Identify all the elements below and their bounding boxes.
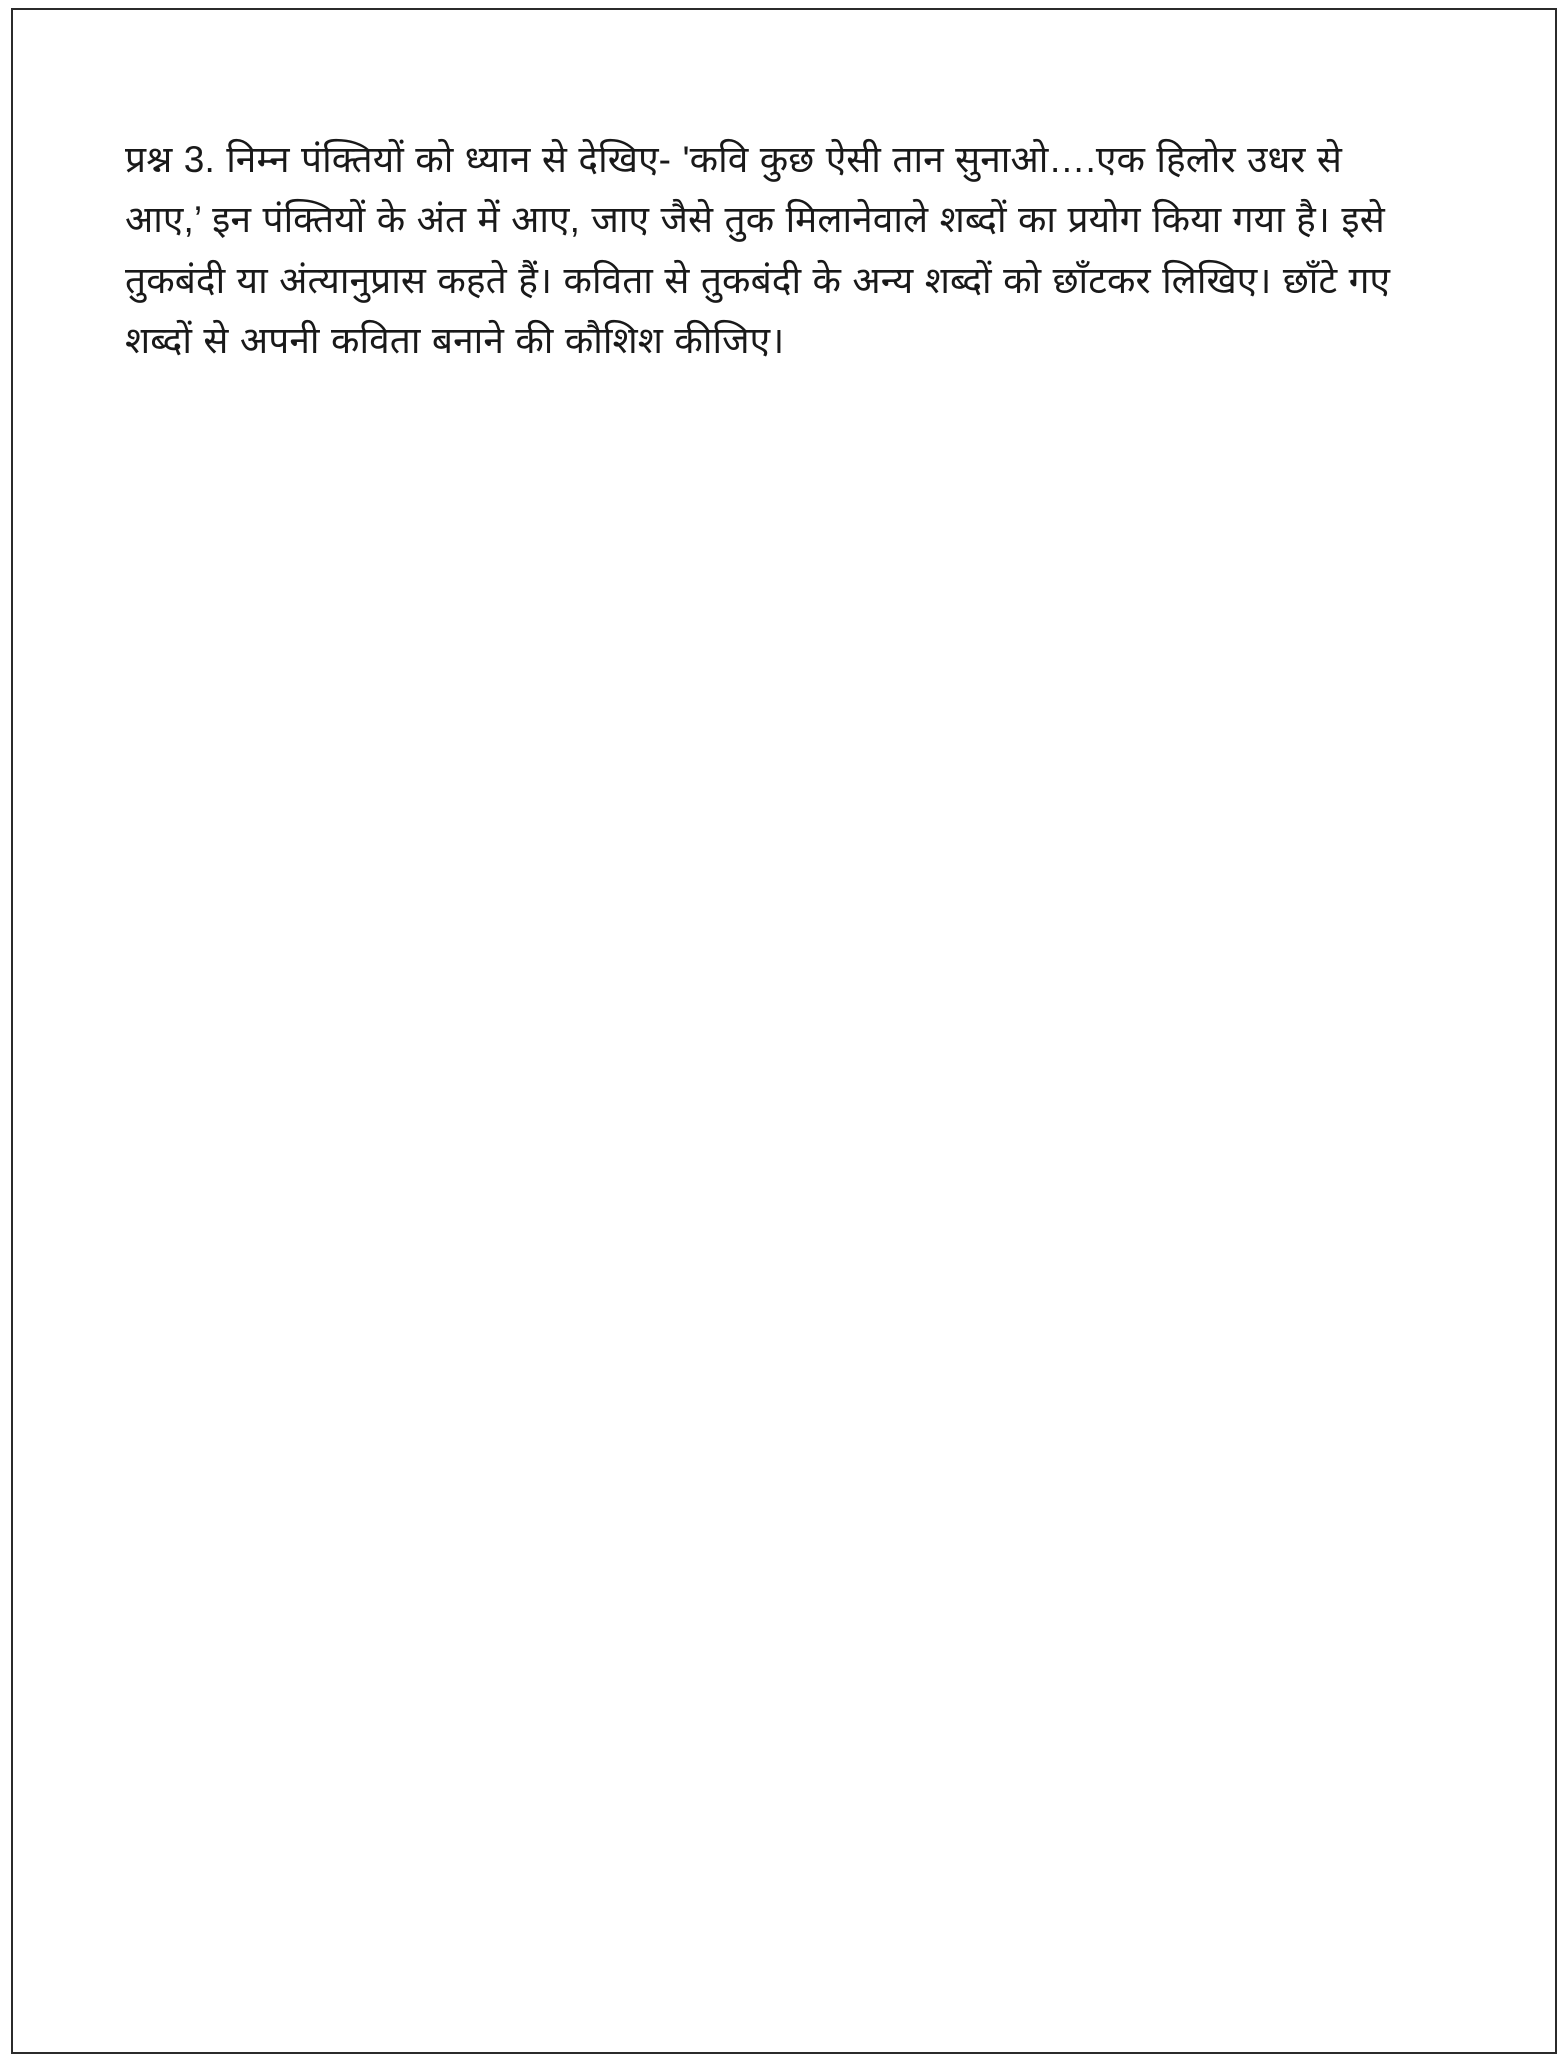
question-block — [125, 130, 1415, 371]
question-text: प्रश्न 3. निम्न पंक्तियों को ध्यान से देखिए- 'कवि कुछ ऐसी तान सुनाओ….एक हिलोर उधर से आए,’ इन पंक्तियों के अंत में आए, जाए जैसे तुक मिलानेवाले शब्दों का प्रयोग किया गया है। इसे तुकबंदी या अंत्यानुप्रास कहते हैं। कविता से तुकबंदी के अन्य शब्दों को छाँटकर लिखिए। छाँटे गए शब्दों से अपनी कविता बनाने की कौशिश कीजिए। — [125, 139, 1402, 361]
document-page — [11, 8, 1557, 2054]
page-content-area — [13, 10, 1555, 2052]
